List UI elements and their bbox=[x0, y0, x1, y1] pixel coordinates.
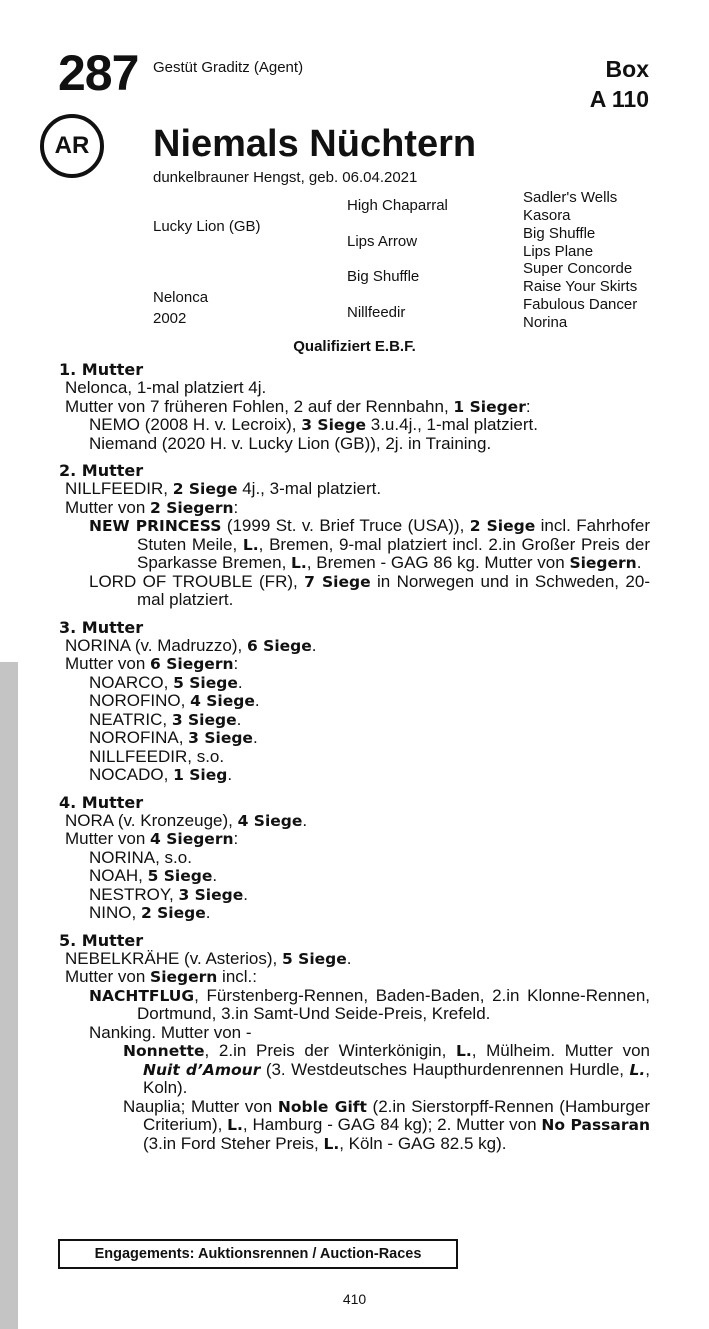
dam-line bbox=[59, 1024, 650, 1043]
text: (3. Westdeutsches Haupthurdenrennen Hurdle, bbox=[260, 1059, 630, 1079]
bold-text: NEW PRINCESS bbox=[89, 517, 222, 535]
text: , Köln - GAG 82.5 kg). bbox=[339, 1133, 507, 1153]
text: (1999 St. v. Brief Truce (USA)), bbox=[221, 516, 470, 535]
dam-line bbox=[59, 748, 650, 767]
dam-line bbox=[59, 867, 650, 886]
dam-line bbox=[59, 849, 650, 868]
text: , Hamburg - GAG 84 kg); 2. Mutter von bbox=[242, 1115, 542, 1134]
dam-line bbox=[59, 766, 650, 785]
pedigree-sire-dam: Lips Arrow bbox=[347, 233, 418, 250]
dam-line bbox=[59, 968, 650, 987]
text: (2.in Sierstorpff-Rennen (Hamburger Criterium), bbox=[143, 1096, 650, 1134]
dam-line bbox=[59, 398, 650, 417]
text: Mutter von bbox=[65, 829, 151, 848]
engagements-box: Engagements: Auktionsrennen / Auction-Races bbox=[58, 1239, 458, 1269]
text: : bbox=[233, 654, 239, 673]
text: Mutter von bbox=[65, 654, 151, 673]
text: NOROFINA, bbox=[89, 728, 189, 747]
pedigree-g3-5: Super Concorde bbox=[523, 260, 633, 277]
pedigree-g3-7: Fabulous Dancer bbox=[523, 296, 638, 313]
ar-badge: AR bbox=[40, 114, 104, 178]
dam-line bbox=[59, 692, 650, 711]
bold-text: 3 Siege bbox=[171, 710, 237, 729]
dam-line bbox=[59, 830, 650, 849]
dam-title: 5. Mutter bbox=[59, 930, 144, 950]
text: Niemand (2020 H. v. Lucky Lion (GB)), 2j. in Training. bbox=[89, 433, 492, 453]
text: . bbox=[346, 948, 352, 968]
side-margin-bar bbox=[0, 662, 18, 1329]
text: Mutter von bbox=[65, 497, 151, 517]
text: . bbox=[227, 765, 233, 784]
text: NORINA (v. Madruzzo), bbox=[65, 635, 247, 655]
bold-text: 4 Siege bbox=[190, 692, 255, 710]
bold-text: Siegern bbox=[150, 968, 218, 986]
text: . bbox=[237, 672, 243, 692]
text: NOROFINO, bbox=[89, 691, 191, 710]
text: NEBELKRÄHE (v. Asterios), bbox=[65, 948, 282, 968]
bold-text: L. bbox=[323, 1134, 340, 1153]
bold-text: L. bbox=[291, 554, 307, 572]
dam-line bbox=[59, 950, 650, 969]
bold-text: L. bbox=[629, 1060, 646, 1079]
dam-line bbox=[59, 637, 650, 656]
dam-title: 4. Mutter bbox=[59, 792, 144, 812]
dam-line bbox=[59, 904, 650, 923]
text: Mutter von bbox=[65, 967, 151, 986]
dam-line bbox=[59, 416, 650, 435]
dam-line bbox=[59, 573, 650, 610]
dam-line bbox=[59, 674, 650, 693]
bold-text: 6 Siegern bbox=[150, 655, 234, 673]
dam-title: 1. Mutter bbox=[59, 360, 144, 379]
bold-text: 6 Siege bbox=[247, 636, 312, 655]
bold-text: 4 Siege bbox=[237, 811, 303, 830]
bold-text: 3 Siege bbox=[188, 729, 253, 747]
text: : bbox=[233, 497, 239, 517]
dam-line bbox=[59, 379, 650, 398]
dam-line bbox=[59, 517, 650, 573]
bold-text: 2 Siegern bbox=[150, 498, 234, 517]
text: NORA (v. Kronzeuge), bbox=[65, 810, 238, 830]
pedigree-g3-8: Norina bbox=[523, 314, 568, 331]
bold-text: No Passaran bbox=[541, 1116, 650, 1134]
dam-line bbox=[59, 812, 650, 831]
dam-section bbox=[59, 931, 650, 1154]
bold-text: Noble Gift bbox=[277, 1097, 367, 1116]
bold-text: 3 Siege bbox=[301, 416, 367, 434]
text: . bbox=[236, 709, 242, 729]
pedigree-sire: Lucky Lion (GB) bbox=[153, 218, 261, 235]
text: NORINA, s.o. bbox=[89, 847, 192, 867]
text: . bbox=[243, 884, 248, 904]
text: NOAH, bbox=[89, 866, 148, 885]
text: 4j., 3-mal platziert. bbox=[237, 479, 382, 498]
text: Nauplia; Mutter von bbox=[123, 1096, 278, 1116]
text: LORD OF TROUBLE (FR), bbox=[89, 571, 305, 591]
pedigree-g3-6: Raise Your Skirts bbox=[523, 278, 638, 295]
text: in Norwegen und in Schweden, 20-mal platziert. bbox=[137, 571, 651, 609]
pedigree-dam-sire: Big Shuffle bbox=[347, 268, 420, 285]
text: Nelonca, 1-mal platziert 4j. bbox=[65, 378, 267, 397]
bold-text: L. bbox=[242, 535, 259, 554]
pedigree-dam-dam: Nillfeedir bbox=[347, 304, 406, 321]
text: NILLFEEDIR, bbox=[65, 479, 173, 498]
text: . bbox=[254, 691, 260, 710]
bold-text: 1 Sieg bbox=[173, 766, 228, 784]
dam-title: 3. Mutter bbox=[59, 617, 144, 637]
pedigree-dam-year: 2002 bbox=[153, 310, 187, 327]
text: Nanking. Mutter von - bbox=[89, 1022, 252, 1042]
text: , Bremen, 9-mal platziert incl. 2.in Großer Preis der Sparkasse Bremen, bbox=[137, 534, 650, 572]
text: , Koln). bbox=[143, 1059, 650, 1097]
box-info bbox=[590, 54, 649, 114]
qualification-note: Qualifiziert E.B.F. bbox=[293, 338, 416, 355]
dam-sections bbox=[59, 360, 650, 1161]
horse-description: dunkelbrauner Hengst, geb. 06.04.2021 bbox=[153, 169, 418, 186]
box-label: Box bbox=[605, 56, 649, 82]
bold-text: 7 Siege bbox=[304, 572, 371, 591]
text: NOARCO, bbox=[89, 672, 174, 692]
bold-text: Siegern bbox=[569, 554, 637, 572]
box-number: A 110 bbox=[589, 86, 649, 112]
bold-text: L. bbox=[455, 1042, 472, 1060]
text: . bbox=[636, 553, 642, 572]
bold-text: 5 Siege bbox=[173, 673, 238, 692]
dam-section bbox=[59, 793, 650, 923]
text: 3.u.4j., 1-mal platziert. bbox=[366, 415, 538, 434]
bold-text: 1 Sieger bbox=[453, 397, 526, 416]
dam-section bbox=[59, 461, 650, 610]
text: NINO, bbox=[89, 903, 141, 922]
text: : bbox=[233, 829, 239, 848]
text: . bbox=[302, 810, 308, 830]
bold-text: NACHTFLUG bbox=[89, 986, 195, 1005]
text: NOCADO, bbox=[89, 765, 174, 784]
text: NEATRIC, bbox=[89, 709, 172, 729]
text: NEMO (2008 H. v. Lecroix), bbox=[89, 415, 302, 434]
dam-line bbox=[59, 711, 650, 730]
text: , Mülheim. Mutter von bbox=[471, 1041, 650, 1060]
dam-line bbox=[59, 480, 650, 499]
text: : bbox=[525, 396, 531, 416]
bold-text: 2 Siege bbox=[469, 517, 536, 535]
pedigree-dam: Nelonca bbox=[153, 289, 209, 306]
dam-line bbox=[59, 987, 650, 1024]
text: , Fürstenberg-Rennen, Baden-Baden, 2.in Klonne-Rennen, Dortmund, 3.in Samt-Und Seide-Preis, Krefeld. bbox=[137, 985, 650, 1023]
dam-section bbox=[59, 618, 650, 785]
text: NESTROY, bbox=[89, 884, 179, 904]
text: , Bremen - GAG 86 kg. Mutter von bbox=[306, 553, 570, 572]
dam-line bbox=[59, 499, 650, 518]
text: , 2.in Preis der Winterkönigin, bbox=[204, 1041, 456, 1060]
text: (3.in Ford Steher Preis, bbox=[143, 1133, 324, 1153]
lot-number: 287 bbox=[58, 45, 139, 101]
page-number: 410 bbox=[342, 1291, 367, 1307]
text: . bbox=[205, 903, 211, 922]
bold-text: 2 Siege bbox=[172, 480, 238, 498]
dam-line bbox=[59, 1098, 650, 1154]
bold-text: 5 Siege bbox=[281, 949, 347, 968]
dam-line bbox=[59, 729, 650, 748]
dam-line bbox=[59, 886, 650, 905]
dam-section bbox=[59, 360, 650, 453]
text: NILLFEEDIR, s.o. bbox=[89, 746, 225, 766]
horse-name: Niemals Nüchtern bbox=[153, 123, 477, 165]
bold-text: L. bbox=[227, 1116, 243, 1134]
pedigree-sire-sire: High Chaparral bbox=[347, 197, 448, 214]
text: . bbox=[252, 728, 258, 747]
text: incl. Fahrhofer Stuten Meile, bbox=[137, 516, 651, 554]
text: Mutter von 7 früheren Fohlen, 2 auf der Rennbahn, bbox=[65, 396, 454, 416]
pedigree-g3-2: Kasora bbox=[523, 207, 571, 224]
bold-text: Nonnette bbox=[123, 1042, 205, 1060]
pedigree-g3-4: Lips Plane bbox=[523, 243, 594, 260]
pedigree-g3-1: Sadler's Wells bbox=[523, 189, 618, 206]
dam-title: 2. Mutter bbox=[59, 461, 144, 480]
bold-text: 2 Siege bbox=[140, 904, 206, 922]
pedigree-g3-3: Big Shuffle bbox=[523, 225, 596, 242]
bold-text: Nuit d’Amour bbox=[143, 1060, 261, 1079]
agent-name: Gestüt Graditz (Agent) bbox=[153, 59, 304, 76]
dam-line bbox=[59, 655, 650, 674]
bold-text: 3 Siege bbox=[178, 885, 244, 904]
text: incl.: bbox=[217, 967, 258, 986]
bold-text: 5 Siege bbox=[147, 867, 213, 885]
text: . bbox=[311, 635, 317, 655]
text: . bbox=[212, 866, 218, 885]
bold-text: 4 Siegern bbox=[150, 830, 234, 848]
dam-line bbox=[59, 435, 650, 454]
dam-line bbox=[59, 1042, 650, 1098]
